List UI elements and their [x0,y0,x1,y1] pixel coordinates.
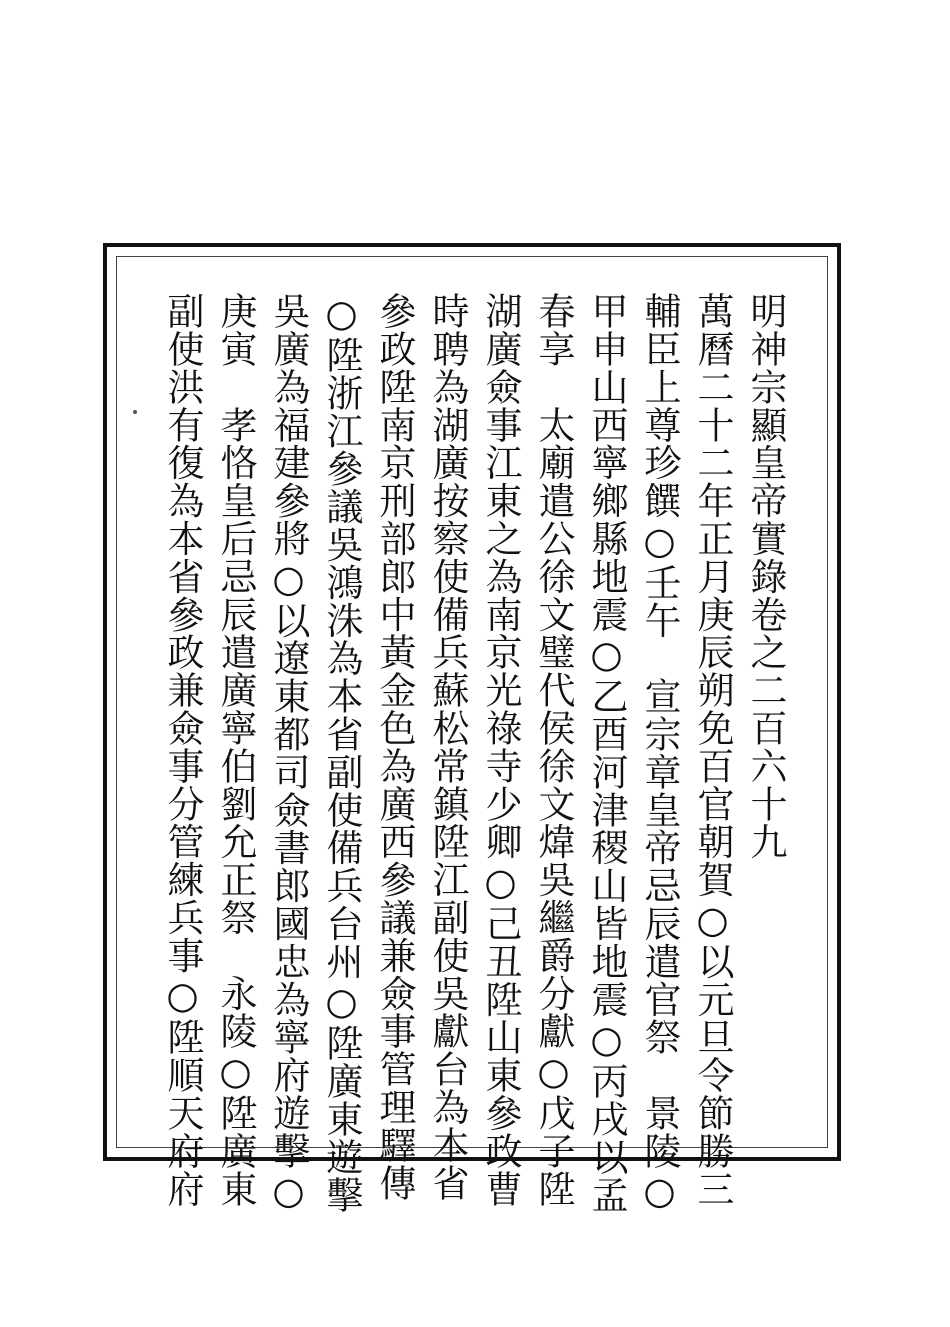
text-column-4: 春享 太廟遣公徐文璧代侯徐文煒吳繼爵分獻○戊子陞 [532,292,575,1208]
text-column-3: 甲申山西寧鄉縣地震○乙酉河津稷山皆地震○丙戌以孟 [585,292,628,1214]
text-column-7: 參政陞南京刑部郎中黃金色為廣西參議兼僉事管理驛傳 [373,292,416,1202]
text-column-11: 副使洪有復為本省參政兼僉事分管練兵事○陞順天府府 [161,292,204,1208]
text-column-10: 庚寅 孝恪皇后忌辰遣廣寧伯劉允正祭 永陵○陞廣東 [214,292,257,1208]
book-title: 明神宗顯皇帝實錄卷之二百六十九 [744,292,787,861]
text-column-1: 萬曆二十二年正月庚辰朔免百官朝賀○以元旦令節勝三 [691,292,734,1208]
text-column-5: 湖廣僉事江東之為南京光祿寺少卿○己丑陞山東參政曹 [479,292,522,1208]
text-column-2: 輔臣上尊珍饌○壬午 宣宗章皇帝忌辰遣官祭 景陵○ [638,292,681,1214]
text-column-9: 吳廣為福建參將○以遼東都司僉書郎國忠為寧府遊擊○ [267,292,310,1214]
ink-speck [133,410,137,414]
text-column-6: 時聘為湖廣按察使備兵蘇松常鎮陞江副使吳獻台為本省 [426,292,469,1202]
text-column-8: ○陞浙江參議吳鴻洙為本省副使備兵台州○陞廣東遊擊 [320,292,363,1214]
